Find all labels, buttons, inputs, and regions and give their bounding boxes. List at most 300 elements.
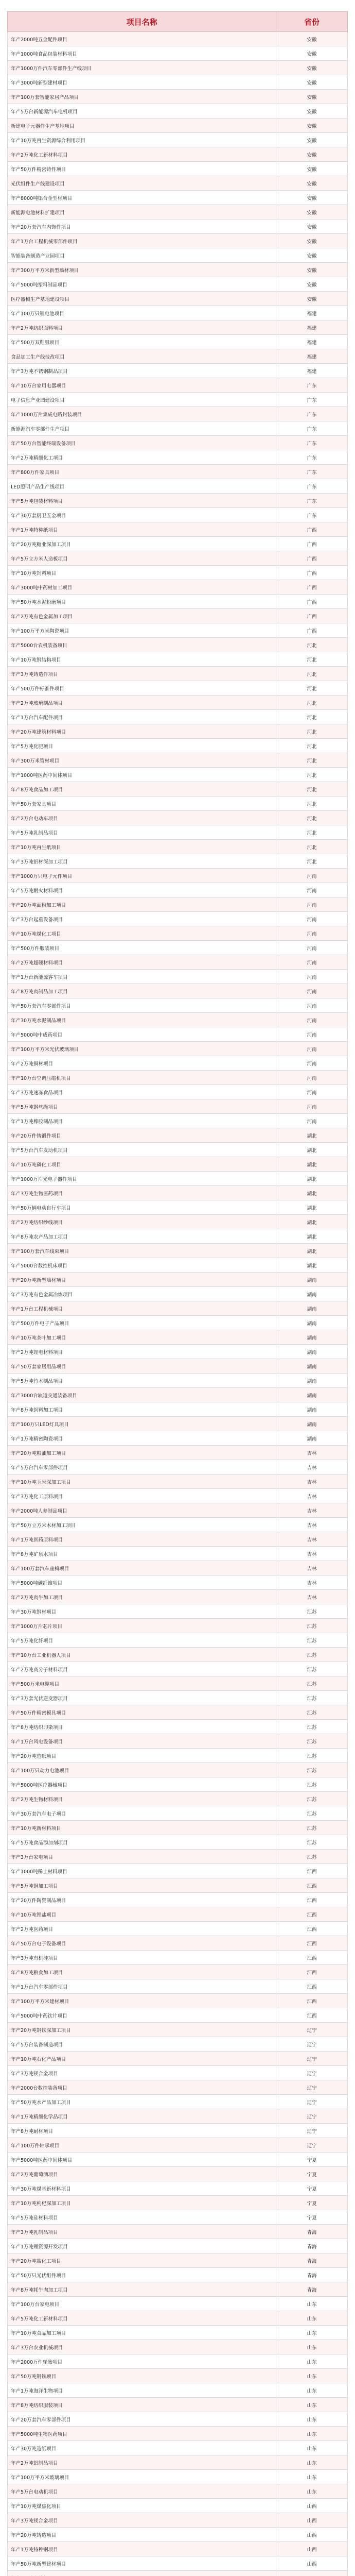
table-row — [8, 609, 348, 623]
table-row — [8, 595, 348, 609]
province-cell: 山东 — [276, 2412, 348, 2427]
project-name-cell: 年产3000吨新型建材项目 — [8, 75, 276, 90]
table-row — [8, 811, 348, 825]
project-name-cell: 新能源汽车零部件生产项目 — [8, 421, 276, 436]
project-name-cell: 年产3万吨镁合金项目 — [8, 2066, 276, 2080]
province-cell: 江苏 — [276, 1633, 348, 1648]
project-name-cell: 年产2万吨玻璃制品项目 — [8, 696, 276, 710]
project-name-cell: 年产5万台新能源汽车电机项目 — [8, 104, 276, 118]
table-row — [8, 2571, 348, 2576]
project-name-cell: 年产3万套光伏逆变器项目 — [8, 1691, 276, 1705]
table-row — [8, 1143, 348, 1157]
table-row — [8, 1893, 348, 1907]
table-row — [8, 248, 348, 263]
table-row — [8, 970, 348, 984]
province-cell: 湖南 — [276, 1402, 348, 1417]
table-row — [8, 2499, 348, 2513]
table-row — [8, 782, 348, 796]
project-name-cell: 年产5万台汽车零部件项目 — [8, 1460, 276, 1475]
table-row — [8, 1749, 348, 1763]
project-name-cell: 年产2万吨有色金属加工项目 — [8, 609, 276, 623]
province-cell: 青海 — [276, 2253, 348, 2268]
table-header-row — [8, 12, 348, 32]
project-name-cell: 年产5000吨中药饮片项目 — [8, 2008, 276, 2023]
province-cell: 湖南 — [276, 1374, 348, 1388]
province-cell: 河北 — [276, 696, 348, 710]
table-row — [8, 2008, 348, 2023]
province-cell: 江西 — [276, 1893, 348, 1907]
project-name-cell: 年产3万吨有机硅项目 — [8, 1951, 276, 1965]
project-name-cell: 年产50万台智能终端设备项目 — [8, 436, 276, 450]
table-row — [8, 1489, 348, 1503]
province-cell: 广西 — [276, 537, 348, 551]
project-name-cell: 年产100万套智能家居产品项目 — [8, 90, 276, 104]
project-name-cell: 年产50万件精密铸件项目 — [8, 162, 276, 176]
table-row — [8, 566, 348, 580]
project-name-cell: 年产300万平方米新型墙材项目 — [8, 263, 276, 277]
table-row — [8, 739, 348, 753]
table-row — [8, 1316, 348, 1330]
project-name-cell: 年产30万套汽车电子项目 — [8, 1806, 276, 1821]
project-name-cell: 年产100万台家电项目 — [8, 2297, 276, 2311]
province-cell: 广西 — [276, 609, 348, 623]
province-cell: 吉林 — [276, 1446, 348, 1460]
province-cell: 河南 — [276, 970, 348, 984]
project-name-cell: 电子信息产业园建设项目 — [8, 393, 276, 407]
project-name-cell: 年产2万吨超硬材料项目 — [8, 955, 276, 970]
province-cell: 河北 — [276, 768, 348, 782]
project-name-cell: 年产100万平方米玻璃项目 — [8, 2470, 276, 2484]
province-cell: 广西 — [276, 566, 348, 580]
table-row — [8, 1359, 348, 1374]
project-name-cell: 年产1万吨橡胶制品项目 — [8, 1114, 276, 1128]
province-cell: 湖北 — [276, 1157, 348, 1172]
project-name-cell: 年产8万吨食品加工项目 — [8, 782, 276, 796]
province-cell: 江苏 — [276, 1619, 348, 1633]
project-name-cell: 年产500万米电缆项目 — [8, 1676, 276, 1691]
table-row — [8, 1374, 348, 1388]
project-name-cell: 年产50万台电子设备项目 — [8, 1936, 276, 1951]
table-row — [8, 1619, 348, 1633]
province-cell: 江西 — [276, 1864, 348, 1878]
project-name-cell: 年产8万吨农产品加工项目 — [8, 1229, 276, 1244]
table-row — [8, 2225, 348, 2239]
province-cell: 山东 — [276, 2340, 348, 2354]
province-cell: 江苏 — [276, 1763, 348, 1777]
province-cell: 广东 — [276, 393, 348, 407]
province-cell: 宁夏 — [276, 2167, 348, 2181]
table-row — [8, 2311, 348, 2326]
province-cell: 广西 — [276, 551, 348, 566]
header-project-name: 项目名称 — [8, 12, 276, 32]
province-cell: 山东 — [276, 2311, 348, 2326]
project-name-cell: 年产2万吨锂电材料项目 — [8, 1345, 276, 1359]
province-cell: 河北 — [276, 739, 348, 753]
project-name-cell: 年产2万吨精细化工项目 — [8, 450, 276, 465]
table-row — [8, 436, 348, 450]
table-row — [8, 840, 348, 854]
project-name-cell: 年产5万吨包装材料项目 — [8, 494, 276, 508]
project-name-cell: 年产20万吨面粉加工项目 — [8, 897, 276, 912]
project-name-cell: 年产5万吨钢丝绳项目 — [8, 1099, 276, 1114]
project-name-cell: 年产10万吨新材料项目 — [8, 1821, 276, 1835]
table-row — [8, 2427, 348, 2441]
province-cell: 河南 — [276, 869, 348, 883]
table-row — [8, 1128, 348, 1143]
project-name-cell: 年产5000吨医药中间体项目 — [8, 2153, 276, 2167]
province-cell: 江西 — [276, 1878, 348, 1893]
table-row — [8, 1330, 348, 1345]
table-row — [8, 1648, 348, 1662]
table-row — [8, 32, 348, 46]
project-name-cell: 年产5万吨铜加工项目 — [8, 1878, 276, 1893]
project-name-cell: 年产2万吨纺织面料项目 — [8, 320, 276, 335]
table-row — [8, 1186, 348, 1200]
project-name-cell: 年产5000吨塑料制品项目 — [8, 277, 276, 292]
table-row — [8, 1200, 348, 1215]
table-row — [8, 1013, 348, 1027]
province-cell: 河北 — [276, 782, 348, 796]
project-name-cell: 年产20万件铸锻件项目 — [8, 1128, 276, 1143]
project-name-cell: 年产100万只动力电池项目 — [8, 1763, 276, 1777]
table-row — [8, 2513, 348, 2528]
province-cell: 福建 — [276, 364, 348, 378]
province-cell: 安徽 — [276, 277, 348, 292]
project-name-cell: 年产50万立方米木材加工项目 — [8, 1518, 276, 1532]
province-cell: 辽宁 — [276, 2052, 348, 2066]
province-cell: 安徽 — [276, 219, 348, 234]
province-cell: 河北 — [276, 811, 348, 825]
project-name-cell: 年产1万吨特种钢项目 — [8, 2542, 276, 2556]
table-row — [8, 1157, 348, 1172]
province-cell: 河南 — [276, 1027, 348, 1042]
project-name-cell: 年产8万吨粮食加工项目 — [8, 1965, 276, 1979]
province-cell: 山西 — [276, 2528, 348, 2542]
table-row — [8, 1431, 348, 1446]
table-row — [8, 1071, 348, 1085]
table-row — [8, 306, 348, 320]
project-name-cell: 年产3000台轨道交通装备项目 — [8, 1388, 276, 1402]
project-name-cell: 年产50万套家具项目 — [8, 796, 276, 811]
table-row — [8, 2095, 348, 2109]
project-name-cell: 医疗器械生产基地建设项目 — [8, 292, 276, 306]
project-name-cell: 年产3万吨镁合金项目 — [8, 2513, 276, 2528]
province-cell: 吉林 — [276, 1590, 348, 1604]
table-row — [8, 1936, 348, 1951]
province-cell: 河南 — [276, 1013, 348, 1027]
project-name-cell: 智能装备制造产业园项目 — [8, 248, 276, 263]
project-name-cell: 年产10万台空调压缩机项目 — [8, 1071, 276, 1085]
province-cell: 湖北 — [276, 1186, 348, 1200]
province-cell: 湖南 — [276, 1417, 348, 1431]
table-row — [8, 1244, 348, 1258]
project-name-cell: 年产30万套厨卫五金项目 — [8, 508, 276, 522]
table-row — [8, 1287, 348, 1301]
table-row — [8, 1763, 348, 1777]
province-cell: 河南 — [276, 912, 348, 926]
table-row — [8, 2354, 348, 2369]
table-body — [8, 32, 348, 2576]
project-name-cell: 年产5000吨生物医药项目 — [8, 2427, 276, 2441]
project-name-cell: 年产1000万片芯片项目 — [8, 1619, 276, 1633]
table-row — [8, 2455, 348, 2470]
table-row — [8, 393, 348, 407]
province-cell: 山东 — [276, 2470, 348, 2484]
project-name-cell: 年产20万吨盐化工项目 — [8, 2253, 276, 2268]
project-name-cell: 食品加工生产线技改项目 — [8, 349, 276, 364]
project-name-cell: 年产5万吨耐火材料项目 — [8, 883, 276, 897]
table-row — [8, 1979, 348, 1994]
province-cell: 安徽 — [276, 104, 348, 118]
province-cell: 广东 — [276, 479, 348, 494]
province-cell: 青海 — [276, 2282, 348, 2297]
province-cell: 江苏 — [276, 1734, 348, 1749]
project-name-cell: 年产1万台汽车零部件项目 — [8, 1979, 276, 1994]
project-name-cell: 年产8万吨矿泉水项目 — [8, 1547, 276, 1561]
table-row — [8, 2138, 348, 2153]
table-row — [8, 2167, 348, 2181]
table-row — [8, 1172, 348, 1186]
project-name-cell: 年产1000万片集成电路封装项目 — [8, 407, 276, 421]
table-row — [8, 1042, 348, 1056]
table-row — [8, 1345, 348, 1359]
table-row — [8, 450, 348, 465]
project-name-cell: 年产8万吨饲料加工项目 — [8, 1402, 276, 1417]
province-cell: 山西 — [276, 2542, 348, 2556]
province-cell: 安徽 — [276, 90, 348, 104]
province-cell: 河南 — [276, 1056, 348, 1071]
project-name-cell: 年产3万吨速冻食品项目 — [8, 1085, 276, 1099]
project-name-cell: 年产20万套汽车内饰件项目 — [8, 219, 276, 234]
project-name-cell: 年产5万台汽车发动机项目 — [8, 1143, 276, 1157]
province-cell: 江西 — [276, 1979, 348, 1994]
province-cell: 江西 — [276, 1907, 348, 1922]
province-cell: 安徽 — [276, 248, 348, 263]
project-name-cell: 年产10万吨再生资源综合利用项目 — [8, 133, 276, 147]
province-cell: 广东 — [276, 494, 348, 508]
province-cell: 安徽 — [276, 191, 348, 205]
project-name-cell: 年产3万吨铝材深加工项目 — [8, 854, 276, 869]
project-name-cell: 年产500万双鞋服项目 — [8, 335, 276, 349]
project-name-cell: 年产30万吨煤基新材料项目 — [8, 2181, 276, 2196]
province-cell: 宁夏 — [276, 2181, 348, 2196]
province-cell: 辽宁 — [276, 2124, 348, 2138]
province-cell: 湖南 — [276, 1301, 348, 1316]
project-name-cell: 年产50万吨钢铁项目 — [8, 2369, 276, 2383]
table-row — [8, 191, 348, 205]
province-cell: 广东 — [276, 407, 348, 421]
table-row — [8, 1417, 348, 1431]
province-cell: 广东 — [276, 465, 348, 479]
province-cell: 河北 — [276, 840, 348, 854]
project-name-cell: 年产5000吨中成药项目 — [8, 1027, 276, 1042]
table-row — [8, 768, 348, 782]
province-cell: 河南 — [276, 883, 348, 897]
province-cell: 江苏 — [276, 1821, 348, 1835]
project-name-cell: 年产10万台家用电器项目 — [8, 378, 276, 393]
project-name-cell: 新建电子元器件生产基地项目 — [8, 118, 276, 133]
province-cell: 广西 — [276, 623, 348, 638]
project-name-cell: 年产2万吨纺织纱线项目 — [8, 1215, 276, 1229]
project-name-cell: 年产5万吨化工新材料项目 — [8, 2311, 276, 2326]
project-name-cell: 年产50万辆电动自行车项目 — [8, 1200, 276, 1215]
table-row — [8, 667, 348, 681]
table-row — [8, 407, 348, 421]
project-name-cell: 年产10万吨玉米深加工项目 — [8, 1475, 276, 1489]
project-name-cell: 年产20万件陶瓷制品项目 — [8, 1893, 276, 1907]
project-name-cell: 年产1000万片光电子器件项目 — [8, 1172, 276, 1186]
project-name-cell: 年产100万套汽车线束项目 — [8, 1244, 276, 1258]
project-name-cell: 年产3万台农业机械项目 — [8, 2340, 276, 2354]
province-cell: 河南 — [276, 1085, 348, 1099]
province-cell: 吉林 — [276, 1547, 348, 1561]
project-name-cell: 年产50万吨水产品加工项目 — [8, 2095, 276, 2109]
table-row — [8, 2340, 348, 2354]
table-row — [8, 1676, 348, 1691]
project-name-cell: 年产10万吨煤焦化项目 — [8, 2499, 276, 2513]
project-name-cell: 年产100万平方米光伏玻璃项目 — [8, 1042, 276, 1056]
table-row — [8, 1994, 348, 2008]
project-name-cell: 年产2000吨人参制品项目 — [8, 1503, 276, 1518]
table-row — [8, 1907, 348, 1922]
province-cell: 安徽 — [276, 118, 348, 133]
table-row — [8, 2484, 348, 2499]
province-cell: 安徽 — [276, 61, 348, 75]
province-cell: 河南 — [276, 1099, 348, 1114]
province-cell: 吉林 — [276, 1532, 348, 1547]
project-name-cell: 年产1000吨医药中间体项目 — [8, 768, 276, 782]
table-row — [8, 1734, 348, 1749]
table-row — [8, 2037, 348, 2052]
table-row — [8, 277, 348, 292]
table-row — [8, 1085, 348, 1099]
table-row — [8, 1460, 348, 1475]
province-cell: 安徽 — [276, 205, 348, 219]
project-name-cell: 年产20万吨铸造项目 — [8, 2528, 276, 2542]
project-name-cell: 年产50万件精密模具项目 — [8, 1705, 276, 1720]
province-cell: 辽宁 — [276, 2080, 348, 2095]
province-cell: 湖南 — [276, 1273, 348, 1287]
province-cell: 湖南 — [276, 1287, 348, 1301]
project-name-cell: 年产50万吨新型建材项目 — [8, 2556, 276, 2571]
project-name-cell: 年产3万吨化工原料项目 — [8, 1489, 276, 1503]
province-cell: 青海 — [276, 2225, 348, 2239]
table-row — [8, 1633, 348, 1648]
province-cell: 山东 — [276, 2326, 348, 2340]
project-name-cell: 年产20万吨粮油加工项目 — [8, 1446, 276, 1460]
province-cell: 广东 — [276, 450, 348, 465]
province-cell: 河北 — [276, 724, 348, 739]
province-cell: 江苏 — [276, 1850, 348, 1864]
table-row — [8, 696, 348, 710]
table-row — [8, 796, 348, 811]
project-name-cell: 年产1万台新能源客车项目 — [8, 970, 276, 984]
table-row — [8, 205, 348, 219]
table-row — [8, 508, 348, 522]
province-cell: 江苏 — [276, 1777, 348, 1792]
table-row — [8, 75, 348, 90]
project-name-cell: 年产1000万件汽车零部件生产线项目 — [8, 61, 276, 75]
province-cell: 山西 — [276, 2499, 348, 2513]
project-name-cell: LED照明产品生产线项目 — [8, 479, 276, 494]
table-row — [8, 1604, 348, 1619]
province-cell: 福建 — [276, 349, 348, 364]
province-cell: 湖北 — [276, 1244, 348, 1258]
province-cell: 河南 — [276, 998, 348, 1013]
table-row — [8, 118, 348, 133]
project-name-cell: 年产10万吨煤化工项目 — [8, 926, 276, 941]
province-cell: 吉林 — [276, 1489, 348, 1503]
project-name-cell: 年产1000吨稀土材料项目 — [8, 1864, 276, 1878]
project-name-cell: 年产50万只光伏组件项目 — [8, 2268, 276, 2282]
project-name-cell: 年产1万吨特种纸项目 — [8, 522, 276, 537]
province-cell: 江西 — [276, 1965, 348, 1979]
province-cell: 山西 — [276, 2513, 348, 2528]
table-row — [8, 522, 348, 537]
table-row — [8, 998, 348, 1013]
province-cell: 安徽 — [276, 147, 348, 162]
province-cell: 宁夏 — [276, 2153, 348, 2167]
project-name-cell: 年产5万吨乳制品项目 — [8, 825, 276, 840]
table-row — [8, 1301, 348, 1316]
project-name-cell: 年产3万吨生物医药项目 — [8, 1186, 276, 1200]
table-row — [8, 2383, 348, 2398]
province-cell: 江西 — [276, 1994, 348, 2008]
project-name-cell: 年产500万件电子产品项目 — [8, 1316, 276, 1330]
province-cell: 江苏 — [276, 1806, 348, 1821]
table-row — [8, 2253, 348, 2268]
table-row — [8, 1691, 348, 1705]
project-name-cell: 年产1000万只电子元件项目 — [8, 869, 276, 883]
project-name-cell: 年产50万吨水泥粉磨项目 — [8, 595, 276, 609]
project-name-cell: 年产3万台起重设备项目 — [8, 912, 276, 926]
table-row — [8, 1835, 348, 1850]
province-cell: 安徽 — [276, 75, 348, 90]
table-row — [8, 1777, 348, 1792]
province-cell: 山东 — [276, 2354, 348, 2369]
project-name-cell: 年产1000吨食品包装材料项目 — [8, 46, 276, 61]
table-row — [8, 421, 348, 436]
project-name-cell: 年产1万吨精密陶瓷项目 — [8, 1431, 276, 1446]
project-name-cell: 年产10万吨枸杞深加工项目 — [8, 2196, 276, 2210]
province-cell: 安徽 — [276, 263, 348, 277]
province-cell: 山东 — [276, 2398, 348, 2412]
project-name-cell: 年产10万吨锂盐项目 — [8, 1907, 276, 1922]
table-row — [8, 1532, 348, 1547]
project-name-cell: 年产20万吨糖业深加工项目 — [8, 537, 276, 551]
table-row — [8, 2441, 348, 2455]
table-row — [8, 1850, 348, 1864]
province-cell: 江西 — [276, 2008, 348, 2023]
province-cell: 广西 — [276, 522, 348, 537]
project-name-cell: 年产1万吨精细化学品项目 — [8, 2109, 276, 2124]
table-row — [8, 1258, 348, 1273]
table-row — [8, 1273, 348, 1287]
project-name-cell: 年产1万台风电设备项目 — [8, 1734, 276, 1749]
project-name-cell: 年产8万吨耐材项目 — [8, 2124, 276, 2138]
project-name-cell: 年产2万吨生物材料项目 — [8, 1792, 276, 1806]
project-name-cell: 年产30万吨水泥制品项目 — [8, 1013, 276, 1027]
project-name-cell: 年产2000吨五金配件项目 — [8, 32, 276, 46]
table-row — [8, 537, 348, 551]
project-name-cell: 年产2万吨葡萄酒项目 — [8, 2167, 276, 2181]
project-name-cell: 年产2万吨医药项目 — [8, 1922, 276, 1936]
table-row — [8, 2196, 348, 2210]
province-cell: 江苏 — [276, 1648, 348, 1662]
province-cell: 河北 — [276, 825, 348, 840]
province-cell: 山东 — [276, 2441, 348, 2455]
project-name-cell: 年产3万台家电项目 — [8, 1850, 276, 1864]
